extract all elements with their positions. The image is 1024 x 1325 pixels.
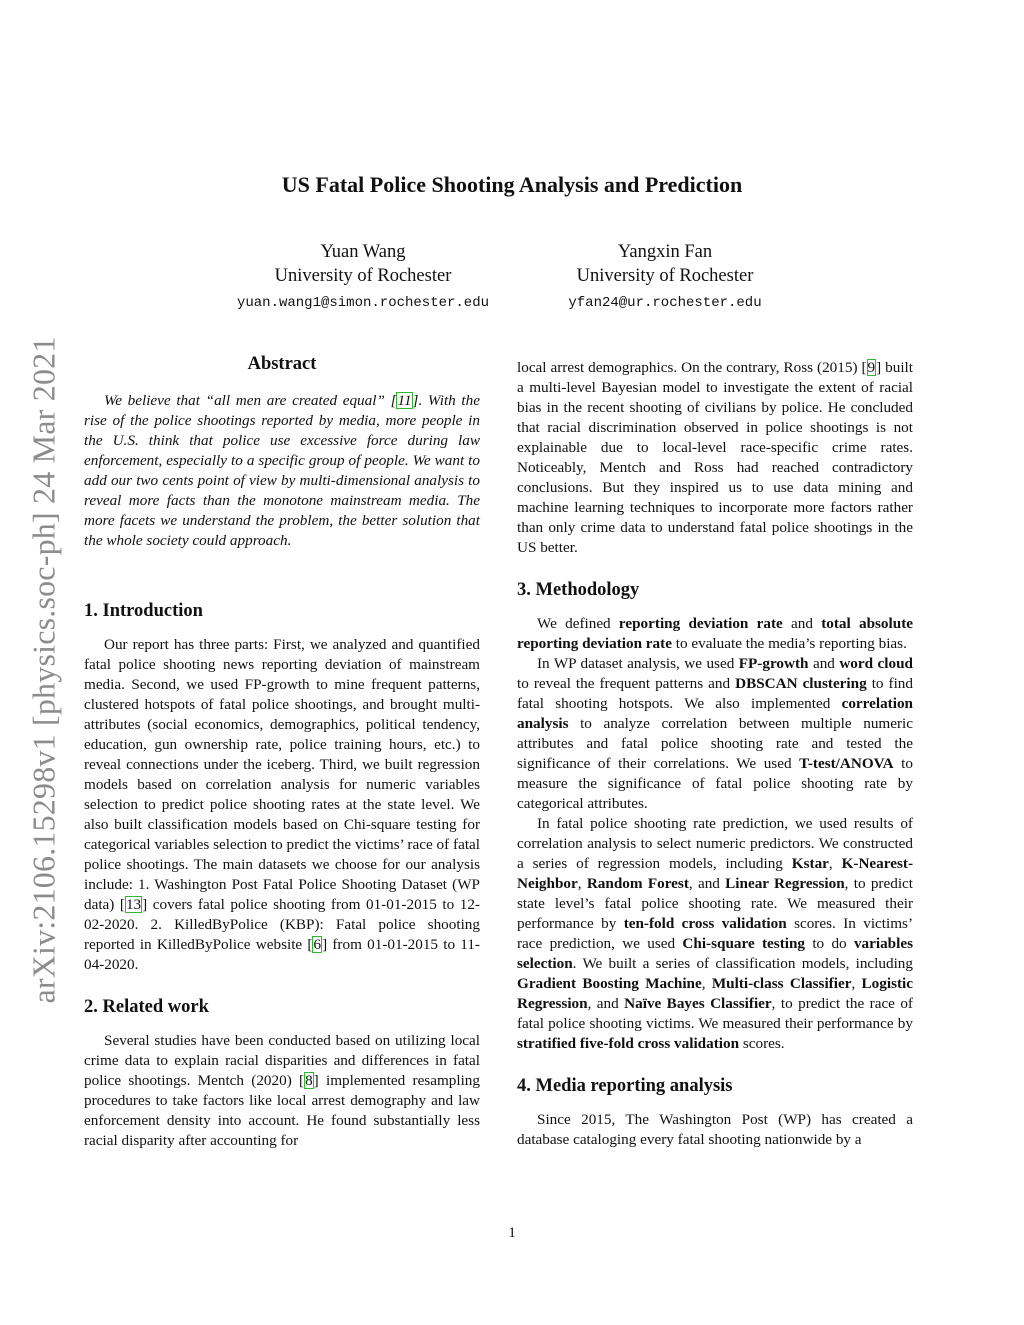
term-bold: FP-growth [738,655,809,672]
author-name: Yuan Wang [320,242,406,262]
author-affiliation: University of Rochester [576,266,754,286]
related-cont-text-2: ] built a multi-level Bayesian model to investigate the extent of racial bias in the recent shooting of civilians by police. He concluded that racial discrimination observed in police shootings is not explainable due to local-level race-specific crime rates. Noticeably, Mentch and Ross had reached contradictory conclusions. But they inspired us to use data mining and machine learning techniques to incorporate more factors rather than only crime data to understand fatal police shootings in the US better. [517,359,913,556]
text-run: . We built a series of classification models, including [572,955,913,972]
author-email[interactable]: yuan.wang1@simon.rochester.edu [236,295,490,311]
related-cont-text-1: local arrest demographics. On the contrary, Ross (2015) [ [517,359,867,376]
text-run: , to predict the race of fatal police shooting victims. We measured their performance by [517,995,913,1032]
text-run: to analyze correlation between multiple numeric attributes and fatal police shooting rate and tested the significance of their correlations. We used [517,715,913,772]
section-heading-introduction: 1. Introduction [84,601,203,621]
citation-link[interactable]: 13 [125,896,142,913]
term-bold: DBSCAN clustering [735,675,867,692]
term-bold: Multi-class Classifier [711,975,852,992]
methodology-paragraph-2 [517,654,913,814]
text-run: to do [805,935,854,952]
intro-text-2: ] covers fatal police shooting from 01-01-2015 to 12-02-2020. 2. KilledByPolice (KBP): Fatal police shooting reported in KilledByPolice website [ [84,896,480,953]
abstract-text [84,391,480,551]
abstract-text-start: We believe that “all men are created equal” [ [104,392,397,409]
methodology-paragraph-3 [517,814,913,1054]
text-run: scores. In victims’ race prediction, we used [517,915,914,952]
paper-title: US Fatal Police Shooting Analysis and Prediction [281,172,743,197]
text-run: and [782,615,822,632]
page-number: 1 [508,1224,516,1241]
text-run: In fatal police shooting rate prediction, we used results of correlation analysis to select numeric predictors. We constructed a series of regression models, including [517,815,913,872]
term-bold: Logistic Regression [517,975,914,1012]
term-bold: ten-fold cross validation [623,915,787,932]
term-bold: Random Forest [586,875,689,892]
citation-link[interactable]: 9 [867,359,876,376]
term-bold: Gradient Boosting Machine [517,975,702,992]
term-bold: Chi-square testing [682,935,806,952]
term-bold: correlation analysis [517,695,913,732]
section-heading-methodology: 3. Methodology [517,580,640,600]
term-bold: word cloud [839,655,913,672]
methodology-paragraph-1 [517,614,913,654]
related-text-1: Several studies have been conducted based on utilizing local crime data to explain racial disparities and differences in fatal police shootings. Mentch (2020) [ [84,1032,480,1089]
section-heading-related-work: 2. Related work [84,997,209,1017]
text-run: and [808,655,840,672]
author-name: Yangxin Fan [617,242,713,262]
text-run: to find fatal shooting hotspots. We also implemented [517,675,913,712]
citation-link[interactable]: 11 [397,392,412,409]
author-1 [213,240,513,315]
text-run: scores. [739,1035,785,1052]
section-heading-media-reporting: 4. Media reporting analysis [517,1076,733,1096]
media-reporting-paragraph: Since 2015, The Washington Post (WP) has created a database cataloging every fatal shooting nationwide by a [517,1111,913,1148]
term-bold: Naïve Bayes Classifier [624,995,772,1012]
left-column [84,352,480,1151]
author-2 [515,240,815,315]
text-run: to evaluate the media’s reporting bias. [671,635,907,652]
term-bold: stratified five-fold cross validation [517,1035,740,1052]
arxiv-identifier: arXiv:2106.15298v1 [physics.soc-ph] 24 Mar 2021 [25,336,62,1004]
text-run: , [851,975,862,992]
citation-link[interactable]: 8 [305,1072,313,1089]
term-bold: total absolute reporting deviation rate [517,615,913,652]
text-run: , [577,875,587,892]
term-bold: Kstar [791,855,829,872]
author-affiliation: University of Rochester [274,266,452,286]
text-run: , and [587,995,625,1012]
text-run: In WP dataset analysis, we used [537,655,739,672]
abstract-text-end: ]. With the rise of the police shootings reported by media, more people in the U.S. think that police use excessive force during law enforcement, especially to a specific group of people. We want to add our two cents point of view by multi-dimensional analysis to reveal more facts than the monotone mainstream media. The more facets we understand the problem, the better solution that the whole society could approach. [84,392,480,549]
abstract-heading: Abstract [247,354,317,374]
text-run: , and [688,875,726,892]
related-work-paragraph [84,1031,480,1151]
intro-text-3: ] from 01-01-2015 to 11-04-2020. [84,936,480,973]
intro-text-1: Our report has three parts: First, we analyzed and quantified fatal police shooting news reporting deviation of mainstream media. Second, we used FP-growth to mine frequent patterns, clustered hotspots of fatal police shootings, and brought multi-attributes (social economics, demographics, political tendency, education, gun ownership rate, police training hours, etc.) to reveal connections under the iceberg. Third, we built regression models based on correlation analysis for numeric variables selection to predict police shooting rates at the state level. We also built classification models based on Chi-square testing for categorical variables selection to predict the victims’ race of fatal police shootings. The main datasets we choose for our analysis include: 1. Washington Post Fatal Police Shooting Dataset (WP data) [ [84,636,480,913]
author-email[interactable]: yfan24@ur.rochester.edu [568,295,762,311]
right-column [517,358,913,1150]
text-run: to reveal the frequent patterns and [517,675,736,692]
text-run: to measure the significance of fatal police shooting rate by categorical attributes. [517,755,913,812]
text-run: , to predict state level’s fatal police shooting rate. We measured their performance by [517,875,913,932]
term-bold: variables selection [517,935,913,972]
introduction-paragraph [84,635,480,975]
term-bold: K-Nearest-Neighbor [517,855,913,892]
term-bold: T-test/ANOVA [799,755,894,772]
term-bold: reporting deviation rate [618,615,783,632]
text-run: , [828,855,842,872]
citation-link[interactable]: 6 [313,936,322,953]
term-bold: Linear Regression [725,875,845,892]
text-run: We defined [537,615,619,632]
text-run: , [701,975,712,992]
related-work-continuation [517,358,913,558]
related-text-2: ] implemented resampling procedures to take factors like local arrest demography and law enforcement density into account. He found substantially less racial disparity after accounting for [84,1072,480,1149]
